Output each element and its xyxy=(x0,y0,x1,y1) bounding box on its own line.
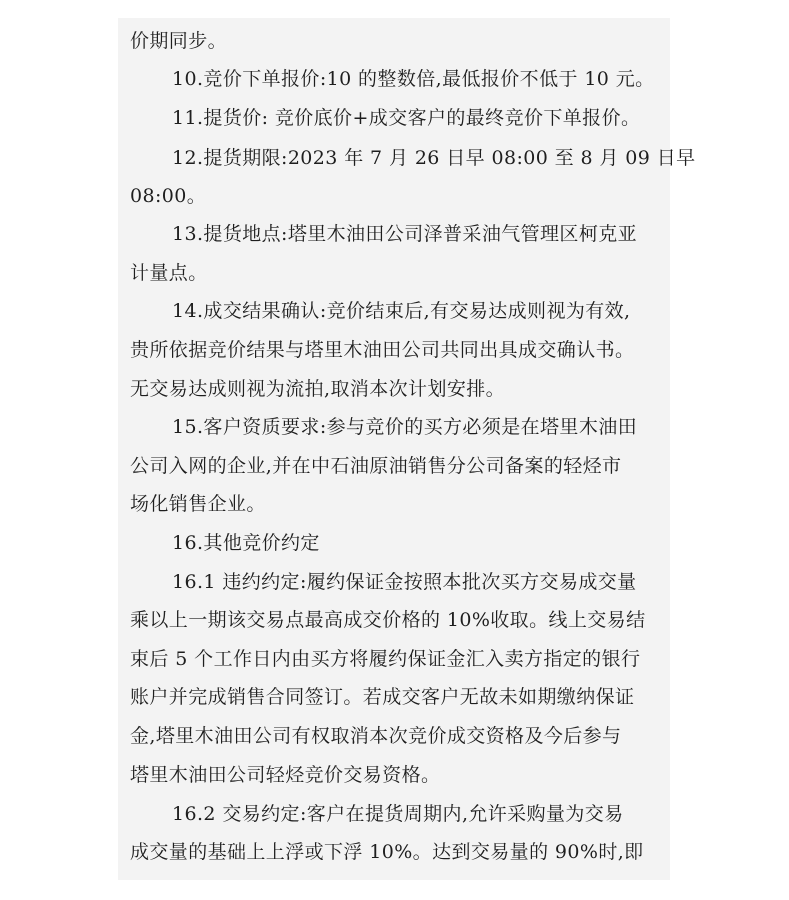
clause-14-line-2: 贵所依据竞价结果与塔里木油田公司共同出具成交确认书。 xyxy=(130,339,635,361)
clause-15-line-1: 15.客户资质要求:参与竞价的买方必须是在塔里木油田 xyxy=(172,416,638,438)
clause-14-line-3: 无交易达成则视为流拍,取消本次计划安排。 xyxy=(130,378,506,400)
clause-16-2-line-1: 16.2 交易约定:客户在提货周期内,允许采购量为交易 xyxy=(172,803,624,825)
clause-12-line-1: 12.提货期限:2023 年 7 月 26 日早 08:00 至 8 月 09 日早 xyxy=(172,147,696,169)
clause-13-line-2: 计量点。 xyxy=(130,262,208,284)
document-page xyxy=(118,18,696,880)
clause-16-heading: 16.其他竞价约定 xyxy=(172,532,320,554)
text-line-1: 价期同步。 xyxy=(130,30,228,52)
clause-16-2-line-2: 成交量的基础上上浮或下浮 10%。达到交易量的 90%时,即 xyxy=(130,841,644,863)
clause-14-line-1: 14.成交结果确认:竞价结束后,有交易达成则视为有效, xyxy=(172,300,631,322)
clause-16-1-line-4: 账户并完成销售合同签订。若成交客户无故未如期缴纳保证 xyxy=(130,686,635,708)
clause-11-line: 11.提货价: 竞价底价+成交客户的最终竞价下单报价。 xyxy=(172,107,641,129)
clause-15-line-2: 公司入网的企业,并在中石油原油销售分公司备案的轻烃市 xyxy=(130,455,622,477)
clause-15-line-3: 场化销售企业。 xyxy=(130,493,266,515)
clause-12-line-2: 08:00。 xyxy=(130,185,207,207)
clause-10-line: 10.竞价下单报价:10 的整数倍,最低报价不低于 10 元。 xyxy=(172,68,655,90)
clause-16-1-line-2: 乘以上一期该交易点最高成交价格的 10%收取。线上交易结 xyxy=(130,609,646,631)
clause-16-1-line-1: 16.1 违约约定:履约保证金按照本批次买方交易成交量 xyxy=(172,571,637,593)
clause-16-1-line-3: 束后 5 个工作日内由买方将履约保证金汇入卖方指定的银行 xyxy=(130,648,641,670)
clause-16-1-line-6: 塔里木油田公司轻烃竞价交易资格。 xyxy=(130,764,441,786)
clause-16-1-line-5: 金,塔里木油田公司有权取消本次竞价成交资格及今后参与 xyxy=(130,725,622,747)
clause-13-line-1: 13.提货地点:塔里木油田公司泽普采油气管理区柯克亚 xyxy=(172,223,638,245)
